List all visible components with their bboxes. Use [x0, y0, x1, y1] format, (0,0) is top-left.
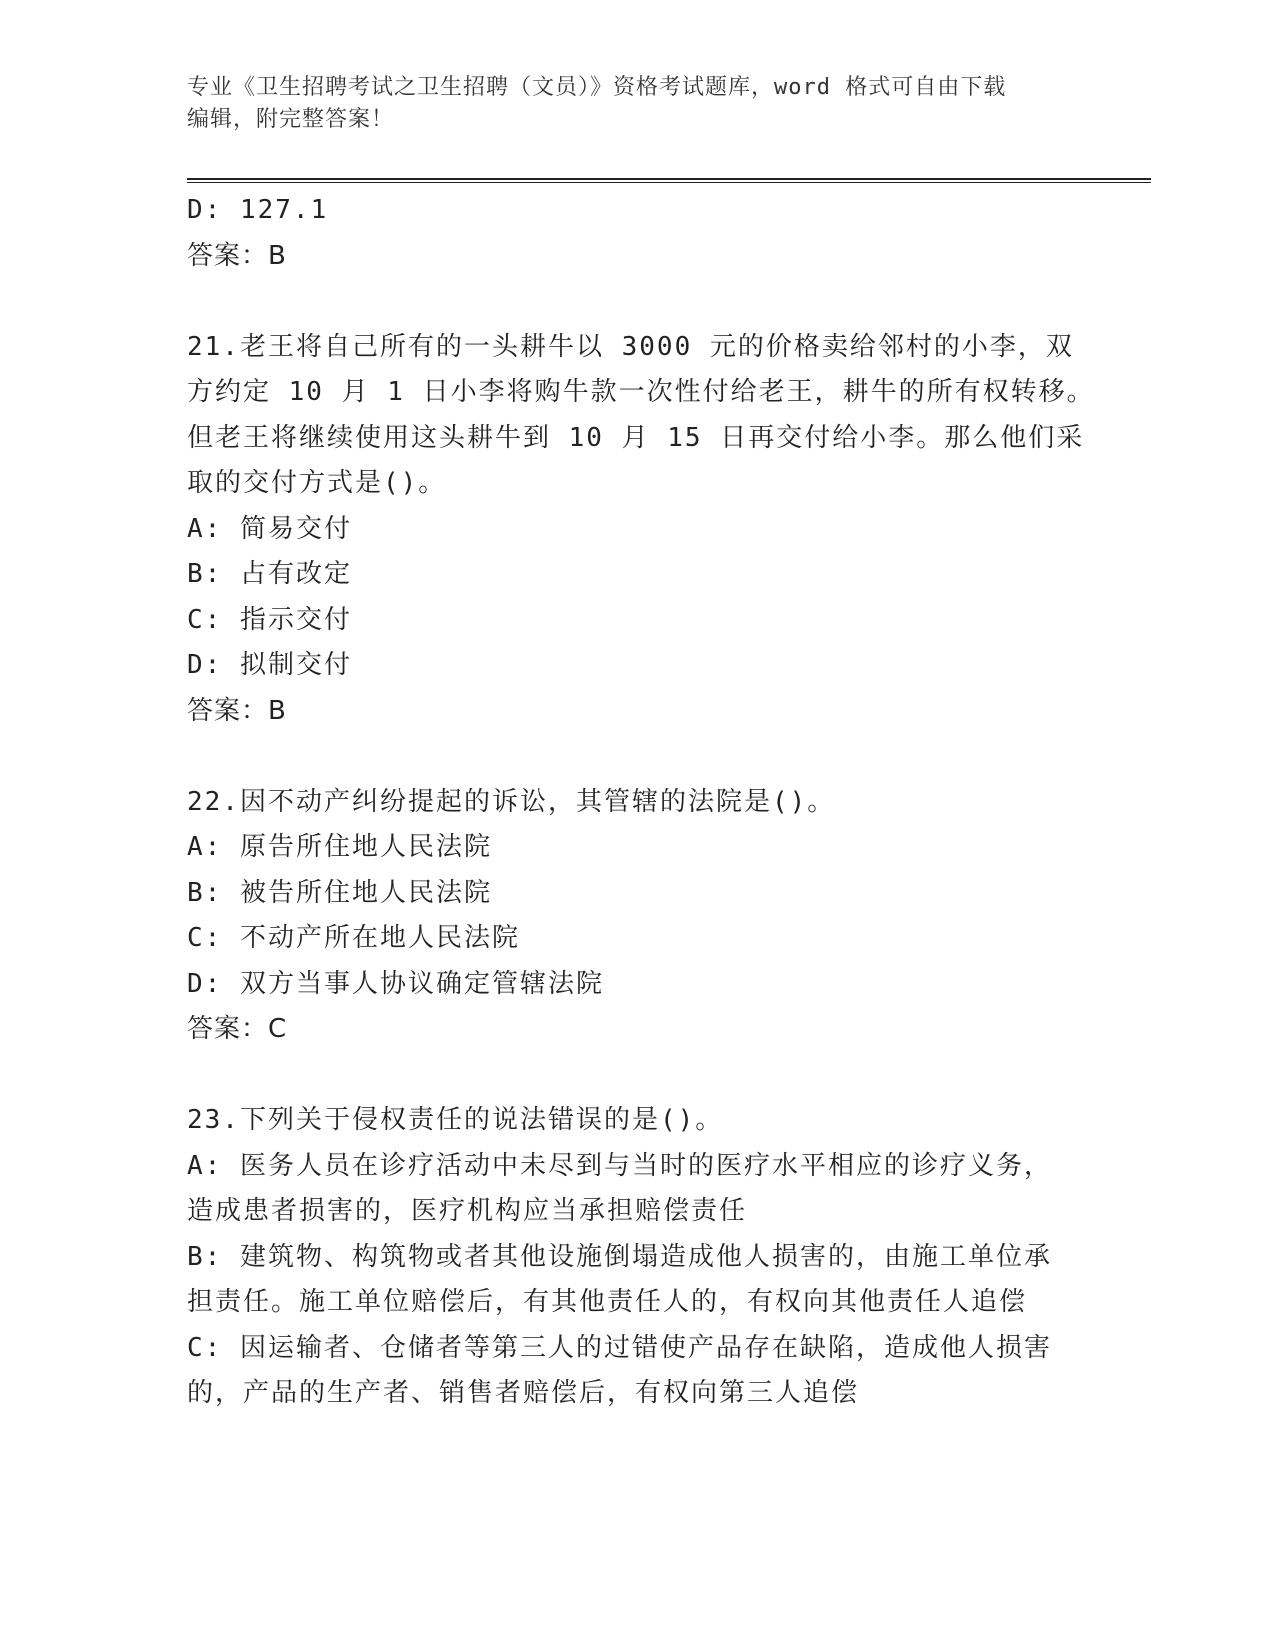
question-stem-line: 22.因不动产纠纷提起的诉讼，其管辖的法院是()。 [187, 786, 836, 817]
option-c: C: 不动产所在地人民法院 [187, 923, 520, 953]
document-header [187, 72, 1067, 136]
question-21 [187, 325, 1095, 735]
option-b: B: 被告所住地人民法院 [187, 877, 492, 908]
option-c: C: 指示交付 [187, 604, 352, 635]
question-23 [187, 1098, 1087, 1417]
question-stem-line: 取的交付方式是()。 [187, 468, 447, 498]
question-22 [187, 780, 1087, 1053]
document-body [187, 188, 1095, 1417]
header-line-2: 编辑，附完整答案！ [187, 107, 395, 132]
option-a: A: 简易交付 [187, 513, 352, 544]
answer: 答案：C [187, 1014, 288, 1044]
option-d-carryover: D: 127.1 [187, 195, 329, 225]
option-d: D: 双方当事人协议确定管辖法院 [187, 968, 604, 999]
option-a-line: 造成患者损害的，医疗机构应当承担赔偿责任 [187, 1196, 748, 1226]
spacer [187, 279, 1087, 325]
header-divider-thick [187, 178, 1151, 180]
option-b: B: 占有改定 [187, 559, 352, 589]
answer-carryover: 答案：B [187, 240, 287, 271]
answer: 答案：B [187, 695, 287, 726]
option-a-line: A: 医务人员在诊疗活动中未尽到与当时的医疗水平相应的诊疗义务， [187, 1150, 1052, 1181]
question-stem-line: 方约定 10 月 1 日小李将购牛款一次性付给老王，耕牛的所有权转移。 [187, 377, 1095, 407]
option-c-line: 的，产品的生产者、销售者赔偿后，有权向第三人追偿 [187, 1378, 860, 1408]
question-stem-line: 但老王将继续使用这头耕牛到 10 月 15 日再交付给小李。那么他们采 [187, 422, 1085, 453]
spacer [187, 734, 1087, 780]
option-b-line: 担责任。施工单位赔偿后，有其他责任人的，有权向其他责任人追偿 [187, 1287, 1028, 1317]
option-d: D: 拟制交付 [187, 650, 352, 680]
option-a: A: 原告所住地人民法院 [187, 832, 492, 862]
option-b-line: B: 建筑物、构筑物或者其他设施倒塌造成他人损害的，由施工单位承 [187, 1241, 1052, 1272]
header-line-1: 专业《卫生招聘考试之卫生招聘（文员）》资格考试题库，word 格式可自由下载 [187, 75, 1007, 100]
option-c-line: C: 因运输者、仓储者等第三人的过错使产品存在缺陷，造成他人损害 [187, 1332, 1052, 1363]
question-stem-line: 23.下列关于侵权责任的说法错误的是()。 [187, 1105, 724, 1135]
spacer [187, 1053, 1087, 1099]
header-divider-thin [187, 182, 1151, 183]
question-stem-line: 21.老王将自己所有的一头耕牛以 3000 元的价格卖给邻村的小李，双 [187, 331, 1074, 362]
